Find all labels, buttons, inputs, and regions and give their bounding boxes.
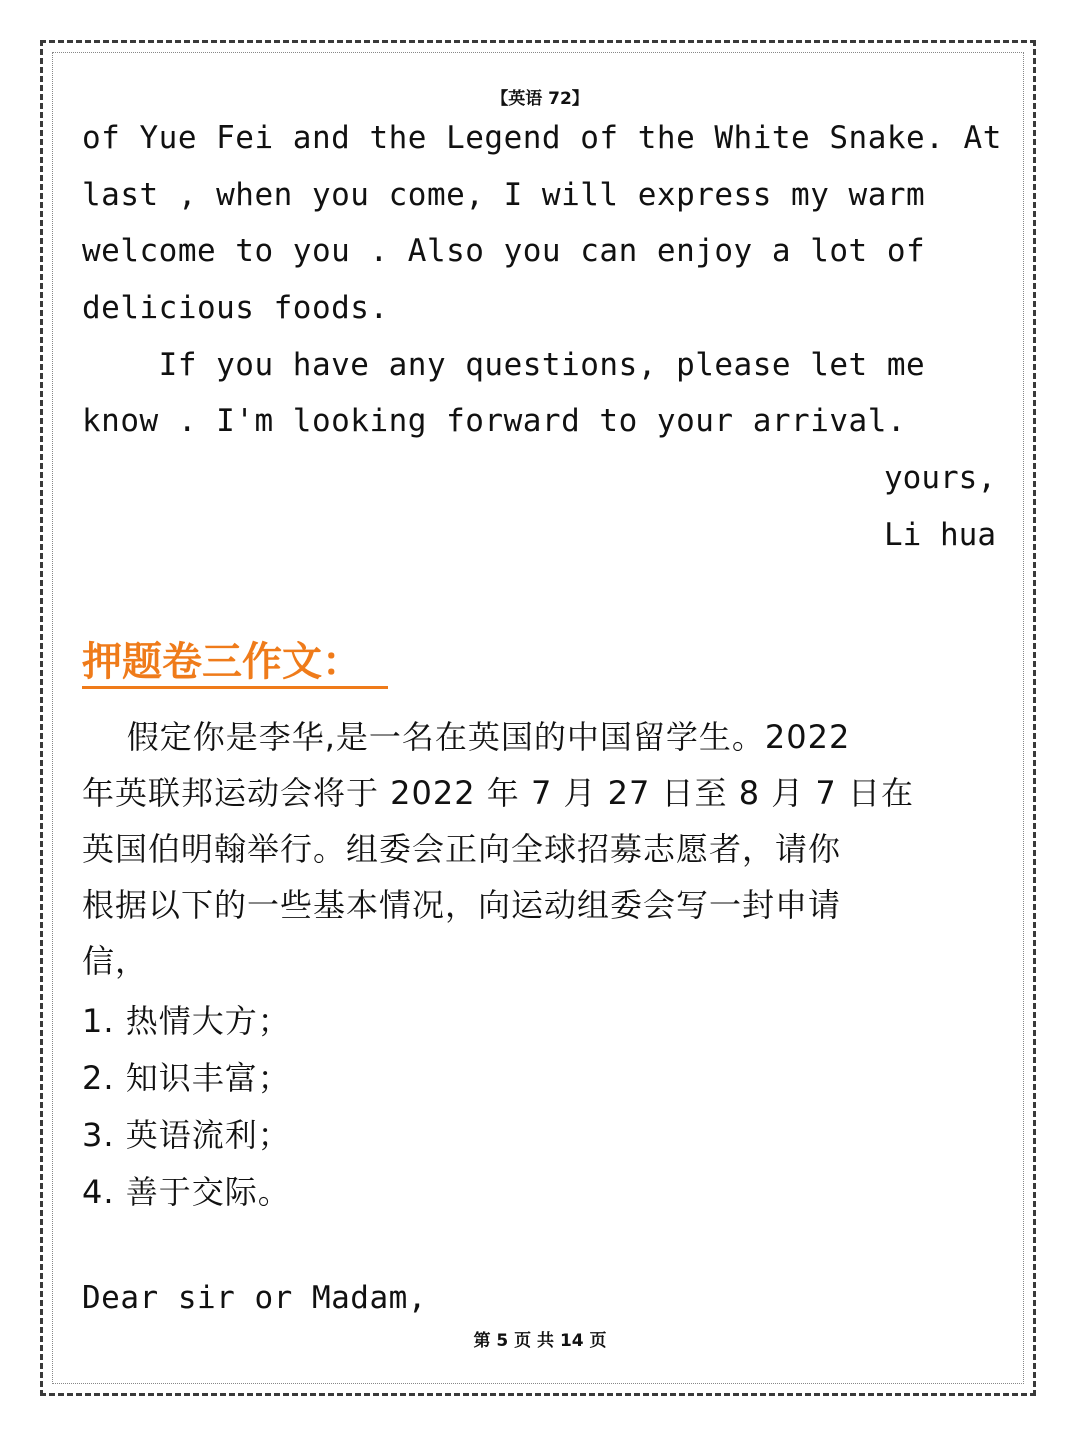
- requirement-item: 4. 善于交际。: [82, 1173, 291, 1211]
- prompt-line: 英国伯明翰举行。组委会正向全球招募志愿者，请你: [82, 830, 842, 868]
- letter-line: delicious foods.: [82, 290, 389, 326]
- page-number: 第 5 页 共 14 页: [473, 1331, 607, 1351]
- section-title: 押题卷三作文：: [82, 638, 388, 689]
- prompt-line: 年英联邦运动会将于 2022 年 7 月 27 日至 8 月 7 日在: [82, 774, 914, 812]
- requirement-item: 2. 知识丰富；: [82, 1059, 291, 1097]
- prompt-line: 根据以下的一些基本情况，向运动组委会写一封申请: [82, 886, 842, 924]
- letter-line: If you have any questions, please let me: [82, 347, 926, 383]
- requirement-item: 1. 热情大方；: [82, 1002, 291, 1040]
- requirement-item: 3. 英语流利；: [82, 1116, 291, 1154]
- letter-line: of Yue Fei and the Legend of the White Snake. At: [82, 120, 1002, 156]
- salutation: Dear sir or Madam,: [82, 1280, 427, 1316]
- letter-line: know . I'm looking forward to your arrival.: [82, 403, 907, 439]
- letter-closing: yours,: [884, 460, 996, 496]
- prompt-line: 信，: [82, 942, 149, 980]
- header-tag: 【英语 72】: [491, 89, 589, 109]
- prompt-line: 假定你是李华,是一名在英国的中国留学生。2022: [82, 718, 851, 756]
- letter-signature: Li hua: [884, 517, 996, 553]
- letter-line: welcome to you . Also you can enjoy a lot of: [82, 233, 926, 269]
- letter-line: last , when you come, I will express my warm: [82, 177, 926, 213]
